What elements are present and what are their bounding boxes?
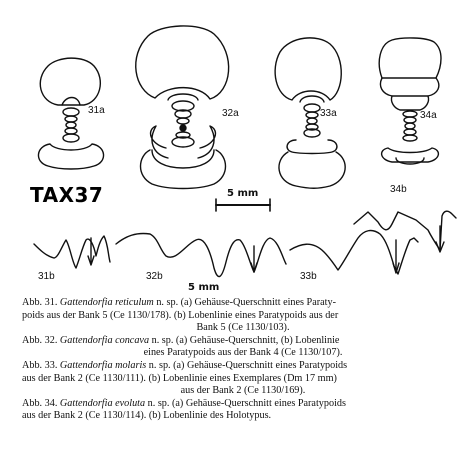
caption-text: aus der Bank 2 (Ce 1130/111). (b) Lobenlinie eines Exemplares (Dm 17 mm) xyxy=(22,372,337,384)
label-32b: 32b xyxy=(146,271,163,282)
caption-abb-32 xyxy=(22,335,464,360)
caption-abb-33 xyxy=(22,360,464,398)
label-33a: 33a xyxy=(320,108,337,119)
caption-prefix: Abb. 34. xyxy=(22,397,58,409)
caption-text: aus der Bank 2 (Ce 1130/169). xyxy=(180,385,306,397)
caption-prefix: Abb. 32. xyxy=(22,334,58,346)
suture-line-33b xyxy=(290,231,418,274)
taxon-name: Gattendorfia reticulum xyxy=(59,297,154,308)
caption-text: n. sp. (a) Gehäuse-Querschnitt eines Paratypoids xyxy=(147,397,346,409)
caption-prefix: Abb. 33. xyxy=(22,359,58,371)
caption-text: Bank 5 (Ce 1130/103). xyxy=(196,322,290,334)
cross-section-32a xyxy=(136,26,229,189)
figure-caption xyxy=(22,297,464,423)
label-33b: 33b xyxy=(300,271,317,282)
scale-bar-upper xyxy=(216,199,270,211)
suture-line-32b xyxy=(116,233,286,276)
caption-text: n. sp. (a) Gehäuse-Querschnitt, (b) Lobenlinie xyxy=(151,334,340,346)
caption-text: poids aus der Bank 5 (Ce 1130/178). (b) Lobenlinie eines Paratypoids aus der xyxy=(22,309,339,321)
plate-code: TAX37 xyxy=(30,183,104,207)
label-31b: 31b xyxy=(38,271,55,282)
taxon-name: Gattendorfia evoluta xyxy=(59,397,146,409)
label-32a: 32a xyxy=(222,108,239,119)
caption-text: n. sp. (a) Gehäuse-Querschnitt eines Paraty- xyxy=(156,297,336,308)
label-34b: 34b xyxy=(390,184,407,195)
taxon-name: Gattendorfia molaris xyxy=(59,359,147,371)
suture-line-34b xyxy=(354,211,456,252)
caption-text: aus der Bank 2 (Ce 1130/114). (b) Lobenlinie des Holotypus. xyxy=(22,410,272,422)
caption-prefix: Abb. 31. xyxy=(22,297,58,308)
caption-text: n. sp. (a) Gehäuse-Querschnitt eines Paratypoids xyxy=(148,359,348,371)
cross-section-34a xyxy=(379,38,441,164)
caption-abb-31 xyxy=(22,297,464,335)
scale-bar-lower-label: 5 mm xyxy=(188,282,220,292)
label-31a: 31a xyxy=(88,105,105,116)
suture-line-31b xyxy=(34,236,110,268)
label-34a: 34a xyxy=(420,110,437,121)
caption-text: eines Paratypoids aus der Bank 4 (Ce 1130/107). xyxy=(143,347,343,359)
taxon-name: Gattendorfia concava xyxy=(59,334,150,346)
scale-bar-upper-label: 5 mm xyxy=(227,188,259,199)
caption-abb-34 xyxy=(22,398,464,423)
